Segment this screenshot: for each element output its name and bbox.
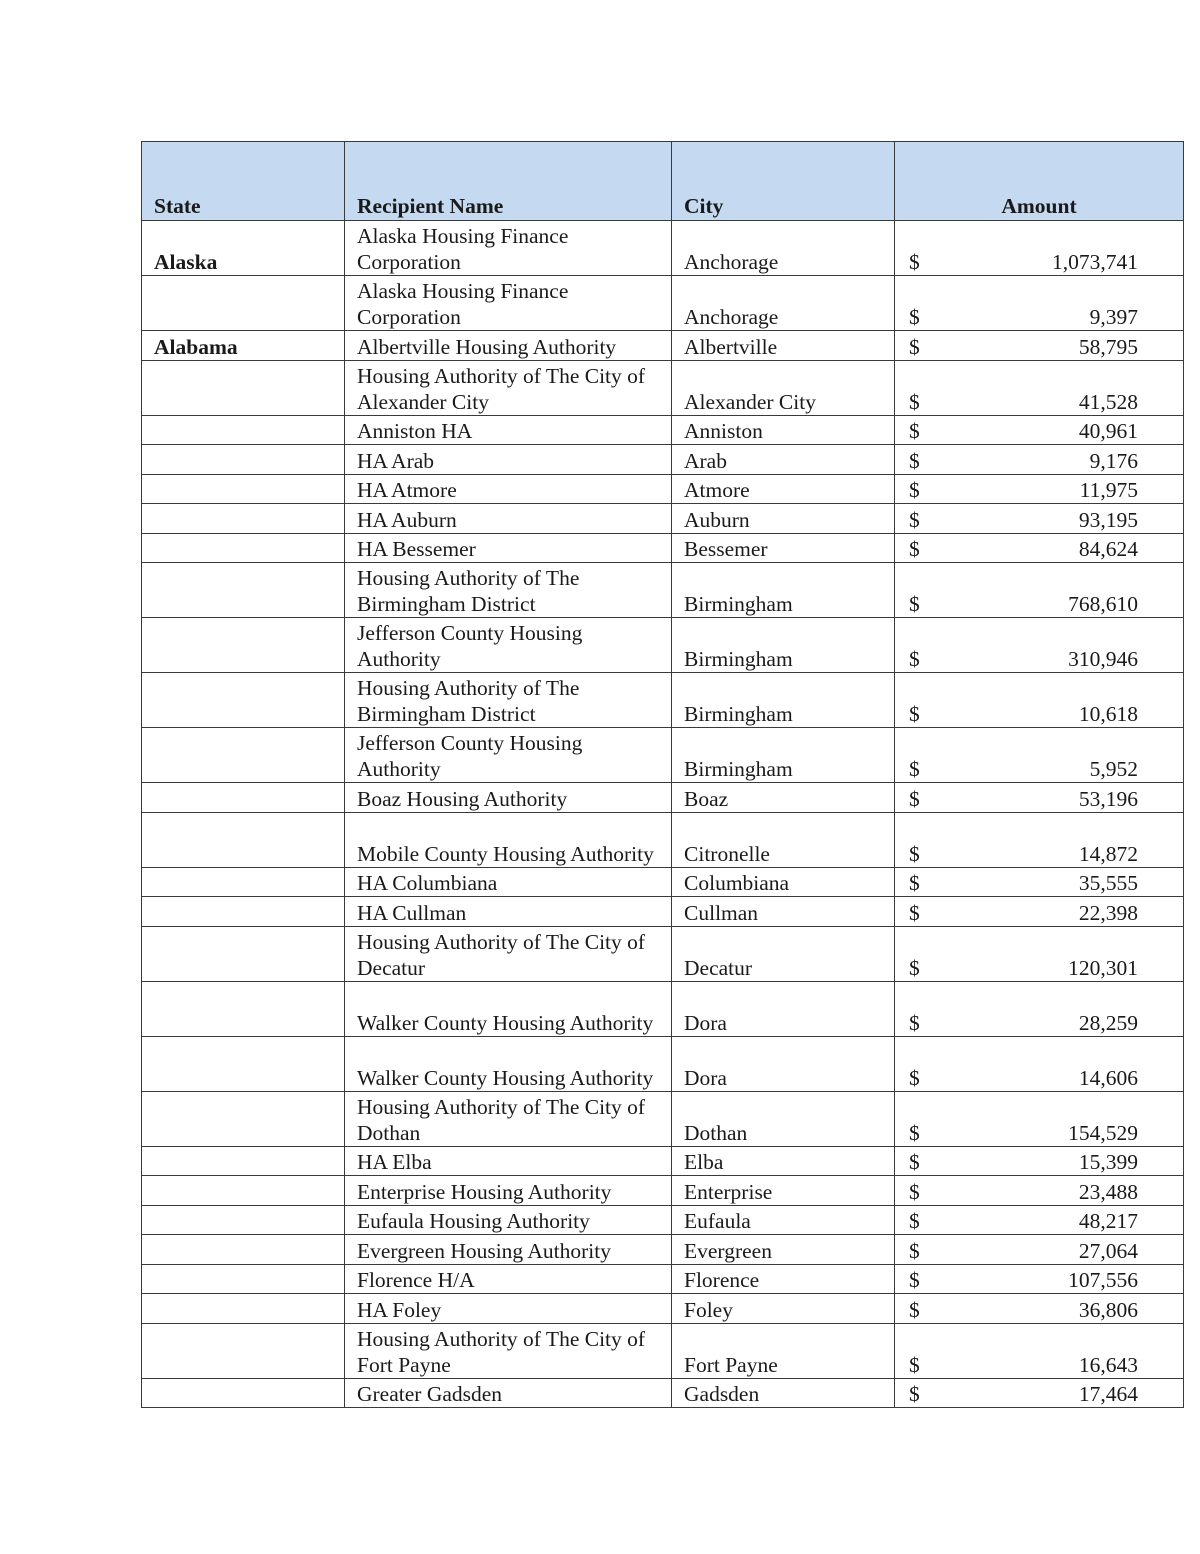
cell-state bbox=[142, 1205, 345, 1235]
cell-city: Dora bbox=[672, 1036, 895, 1091]
cell-recipient-name: Jefferson County Housing Authority bbox=[345, 618, 672, 673]
table-row bbox=[142, 276, 1184, 331]
amount-value: 10,618 bbox=[1078, 702, 1138, 726]
cell-city: Dora bbox=[672, 981, 895, 1036]
cell-city: Enterprise bbox=[672, 1176, 895, 1206]
currency-symbol: $ bbox=[909, 900, 920, 925]
cell-state bbox=[142, 445, 345, 475]
table-row bbox=[142, 1146, 1184, 1176]
cell-city: Citronelle bbox=[672, 812, 895, 867]
cell-amount bbox=[895, 1205, 1184, 1235]
cell-city: Anniston bbox=[672, 415, 895, 445]
cell-amount bbox=[895, 504, 1184, 534]
cell-city: Bessemer bbox=[672, 533, 895, 563]
amount-value: 40,961 bbox=[1078, 419, 1138, 443]
currency-symbol: $ bbox=[909, 1352, 920, 1377]
amount-value: 15,399 bbox=[1078, 1150, 1138, 1174]
currency-symbol: $ bbox=[909, 1150, 920, 1174]
amount-value: 120,301 bbox=[1068, 955, 1138, 980]
cell-amount bbox=[895, 474, 1184, 504]
amount-value: 53,196 bbox=[1078, 786, 1138, 811]
cell-state bbox=[142, 360, 345, 415]
table-row bbox=[142, 504, 1184, 534]
currency-symbol: $ bbox=[909, 786, 920, 811]
table-row bbox=[142, 1323, 1184, 1378]
cell-state bbox=[142, 563, 345, 618]
amount-value: 17,464 bbox=[1078, 1382, 1138, 1406]
table-row bbox=[142, 331, 1184, 361]
amount-value: 9,397 bbox=[1089, 305, 1138, 329]
cell-city: Boaz bbox=[672, 783, 895, 813]
table-row bbox=[142, 926, 1184, 981]
cell-amount bbox=[895, 1378, 1184, 1408]
table-row bbox=[142, 673, 1184, 728]
table-row bbox=[142, 533, 1184, 563]
cell-state bbox=[142, 1323, 345, 1378]
cell-recipient-name: Housing Authority of The City of Dothan bbox=[345, 1091, 672, 1146]
currency-symbol: $ bbox=[909, 448, 920, 473]
cell-state bbox=[142, 1294, 345, 1324]
cell-city: Birmingham bbox=[672, 618, 895, 673]
cell-recipient-name: Florence H/A bbox=[345, 1264, 672, 1294]
cell-recipient-name: Housing Authority of The Birmingham District bbox=[345, 563, 672, 618]
cell-recipient-name: HA Auburn bbox=[345, 504, 672, 534]
cell-amount bbox=[895, 276, 1184, 331]
cell-state bbox=[142, 1235, 345, 1265]
cell-amount bbox=[895, 783, 1184, 813]
cell-recipient-name: HA Bessemer bbox=[345, 533, 672, 563]
cell-amount bbox=[895, 1036, 1184, 1091]
table-row bbox=[142, 1235, 1184, 1265]
cell-recipient-name: Housing Authority of The City of Alexander City bbox=[345, 360, 672, 415]
cell-state bbox=[142, 1264, 345, 1294]
cell-city: Albertville bbox=[672, 331, 895, 361]
currency-symbol: $ bbox=[909, 334, 920, 359]
amount-value: 84,624 bbox=[1078, 537, 1138, 561]
cell-recipient-name: Walker County Housing Authority bbox=[345, 1036, 672, 1091]
cell-city: Birmingham bbox=[672, 563, 895, 618]
currency-symbol: $ bbox=[909, 1238, 920, 1263]
currency-symbol: $ bbox=[909, 1010, 920, 1035]
cell-state bbox=[142, 504, 345, 534]
cell-city: Foley bbox=[672, 1294, 895, 1324]
amount-value: 27,064 bbox=[1078, 1238, 1138, 1263]
table-row bbox=[142, 1378, 1184, 1408]
cell-state bbox=[142, 812, 345, 867]
amount-value: 35,555 bbox=[1078, 871, 1138, 895]
currency-symbol: $ bbox=[909, 592, 920, 616]
currency-symbol: $ bbox=[909, 647, 920, 671]
currency-symbol: $ bbox=[909, 478, 920, 502]
table-row bbox=[142, 897, 1184, 927]
table-row bbox=[142, 1205, 1184, 1235]
grants-table bbox=[141, 141, 1184, 1408]
cell-amount bbox=[895, 728, 1184, 783]
cell-recipient-name: HA Columbiana bbox=[345, 867, 672, 897]
cell-city: Atmore bbox=[672, 474, 895, 504]
cell-state bbox=[142, 783, 345, 813]
cell-recipient-name: Jefferson County Housing Authority bbox=[345, 728, 672, 783]
cell-amount bbox=[895, 867, 1184, 897]
cell-amount bbox=[895, 221, 1184, 276]
amount-value: 23,488 bbox=[1078, 1179, 1138, 1204]
currency-symbol: $ bbox=[909, 1065, 920, 1090]
amount-value: 58,795 bbox=[1078, 334, 1138, 359]
cell-amount bbox=[895, 1176, 1184, 1206]
table-row bbox=[142, 474, 1184, 504]
cell-recipient-name: Alaska Housing Finance Corporation bbox=[345, 276, 672, 331]
amount-value: 22,398 bbox=[1078, 900, 1138, 925]
cell-state bbox=[142, 474, 345, 504]
table-row bbox=[142, 1264, 1184, 1294]
currency-symbol: $ bbox=[909, 757, 920, 781]
cell-state bbox=[142, 1378, 345, 1408]
currency-symbol: $ bbox=[909, 841, 920, 866]
cell-amount bbox=[895, 673, 1184, 728]
amount-value: 107,556 bbox=[1068, 1268, 1138, 1292]
currency-symbol: $ bbox=[909, 250, 920, 274]
currency-symbol: $ bbox=[909, 419, 920, 443]
cell-amount bbox=[895, 1091, 1184, 1146]
cell-city: Arab bbox=[672, 445, 895, 475]
cell-recipient-name: HA Atmore bbox=[345, 474, 672, 504]
cell-amount bbox=[895, 897, 1184, 927]
cell-city: Alexander City bbox=[672, 360, 895, 415]
table-row bbox=[142, 783, 1184, 813]
table-row bbox=[142, 221, 1184, 276]
amount-value: 154,529 bbox=[1068, 1120, 1138, 1145]
cell-recipient-name: Eufaula Housing Authority bbox=[345, 1205, 672, 1235]
cell-amount bbox=[895, 331, 1184, 361]
currency-symbol: $ bbox=[909, 1209, 920, 1233]
cell-amount bbox=[895, 1323, 1184, 1378]
cell-state bbox=[142, 618, 345, 673]
cell-amount bbox=[895, 415, 1184, 445]
amount-value: 93,195 bbox=[1078, 507, 1138, 532]
header-city: City bbox=[672, 142, 895, 221]
currency-symbol: $ bbox=[909, 389, 920, 414]
table-body bbox=[142, 221, 1184, 1408]
amount-value: 36,806 bbox=[1078, 1297, 1138, 1322]
cell-recipient-name: HA Foley bbox=[345, 1294, 672, 1324]
cell-recipient-name: HA Arab bbox=[345, 445, 672, 475]
currency-symbol: $ bbox=[909, 1382, 920, 1406]
cell-recipient-name: Housing Authority of The City of Fort Payne bbox=[345, 1323, 672, 1378]
cell-amount bbox=[895, 1264, 1184, 1294]
cell-amount bbox=[895, 618, 1184, 673]
table-row bbox=[142, 1294, 1184, 1324]
cell-amount bbox=[895, 1235, 1184, 1265]
cell-state bbox=[142, 728, 345, 783]
cell-recipient-name: Boaz Housing Authority bbox=[345, 783, 672, 813]
cell-recipient-name: Greater Gadsden bbox=[345, 1378, 672, 1408]
cell-amount bbox=[895, 981, 1184, 1036]
currency-symbol: $ bbox=[909, 537, 920, 561]
cell-city: Birmingham bbox=[672, 673, 895, 728]
cell-city: Cullman bbox=[672, 897, 895, 927]
amount-value: 16,643 bbox=[1078, 1352, 1138, 1377]
cell-state bbox=[142, 926, 345, 981]
cell-state bbox=[142, 981, 345, 1036]
cell-city: Anchorage bbox=[672, 221, 895, 276]
amount-value: 9,176 bbox=[1089, 448, 1138, 473]
table-row bbox=[142, 360, 1184, 415]
cell-city: Birmingham bbox=[672, 728, 895, 783]
cell-city: Auburn bbox=[672, 504, 895, 534]
amount-value: 48,217 bbox=[1078, 1209, 1138, 1233]
cell-state bbox=[142, 276, 345, 331]
table-header-row bbox=[142, 142, 1184, 221]
cell-recipient-name: HA Elba bbox=[345, 1146, 672, 1176]
cell-state bbox=[142, 897, 345, 927]
cell-state bbox=[142, 673, 345, 728]
currency-symbol: $ bbox=[909, 305, 920, 329]
table-row bbox=[142, 618, 1184, 673]
amount-value: 28,259 bbox=[1078, 1010, 1138, 1035]
table-row bbox=[142, 1176, 1184, 1206]
cell-city: Evergreen bbox=[672, 1235, 895, 1265]
header-amount: Amount bbox=[895, 142, 1184, 221]
cell-city: Columbiana bbox=[672, 867, 895, 897]
cell-amount bbox=[895, 360, 1184, 415]
cell-city: Elba bbox=[672, 1146, 895, 1176]
cell-state: Alabama bbox=[142, 331, 345, 361]
cell-city: Anchorage bbox=[672, 276, 895, 331]
cell-recipient-name: Housing Authority of The Birmingham District bbox=[345, 673, 672, 728]
amount-value: 14,872 bbox=[1078, 841, 1138, 866]
table-row bbox=[142, 812, 1184, 867]
cell-state bbox=[142, 533, 345, 563]
cell-amount bbox=[895, 533, 1184, 563]
cell-city: Eufaula bbox=[672, 1205, 895, 1235]
table-row bbox=[142, 1091, 1184, 1146]
cell-state bbox=[142, 867, 345, 897]
cell-recipient-name: Alaska Housing Finance Corporation bbox=[345, 221, 672, 276]
table-row bbox=[142, 415, 1184, 445]
cell-state bbox=[142, 1146, 345, 1176]
cell-recipient-name: Mobile County Housing Authority bbox=[345, 812, 672, 867]
amount-value: 5,952 bbox=[1089, 757, 1138, 781]
currency-symbol: $ bbox=[909, 871, 920, 895]
cell-city: Gadsden bbox=[672, 1378, 895, 1408]
table-row bbox=[142, 563, 1184, 618]
cell-amount bbox=[895, 812, 1184, 867]
cell-recipient-name: Albertville Housing Authority bbox=[345, 331, 672, 361]
cell-city: Fort Payne bbox=[672, 1323, 895, 1378]
header-state: State bbox=[142, 142, 345, 221]
cell-amount bbox=[895, 926, 1184, 981]
cell-amount bbox=[895, 1146, 1184, 1176]
currency-symbol: $ bbox=[909, 702, 920, 726]
cell-recipient-name: HA Cullman bbox=[345, 897, 672, 927]
cell-recipient-name: Anniston HA bbox=[345, 415, 672, 445]
cell-recipient-name: Enterprise Housing Authority bbox=[345, 1176, 672, 1206]
currency-symbol: $ bbox=[909, 1179, 920, 1204]
table-row bbox=[142, 981, 1184, 1036]
cell-state bbox=[142, 415, 345, 445]
currency-symbol: $ bbox=[909, 955, 920, 980]
cell-amount bbox=[895, 445, 1184, 475]
cell-recipient-name: Evergreen Housing Authority bbox=[345, 1235, 672, 1265]
table-row bbox=[142, 1036, 1184, 1091]
table-row bbox=[142, 867, 1184, 897]
cell-state bbox=[142, 1036, 345, 1091]
table-row bbox=[142, 728, 1184, 783]
amount-value: 11,975 bbox=[1079, 478, 1138, 502]
header-recipient-name: Recipient Name bbox=[345, 142, 672, 221]
cell-recipient-name: Walker County Housing Authority bbox=[345, 981, 672, 1036]
cell-state bbox=[142, 1091, 345, 1146]
amount-value: 41,528 bbox=[1078, 389, 1138, 414]
cell-state bbox=[142, 1176, 345, 1206]
cell-city: Florence bbox=[672, 1264, 895, 1294]
cell-city: Dothan bbox=[672, 1091, 895, 1146]
currency-symbol: $ bbox=[909, 1120, 920, 1145]
cell-recipient-name: Housing Authority of The City of Decatur bbox=[345, 926, 672, 981]
cell-amount bbox=[895, 1294, 1184, 1324]
cell-city: Decatur bbox=[672, 926, 895, 981]
amount-value: 14,606 bbox=[1078, 1065, 1138, 1090]
currency-symbol: $ bbox=[909, 1268, 920, 1292]
cell-state: Alaska bbox=[142, 221, 345, 276]
amount-value: 768,610 bbox=[1068, 592, 1138, 616]
amount-value: 1,073,741 bbox=[1052, 250, 1138, 274]
currency-symbol: $ bbox=[909, 1297, 920, 1322]
cell-amount bbox=[895, 563, 1184, 618]
table-row bbox=[142, 445, 1184, 475]
currency-symbol: $ bbox=[909, 507, 920, 532]
amount-value: 310,946 bbox=[1068, 647, 1138, 671]
